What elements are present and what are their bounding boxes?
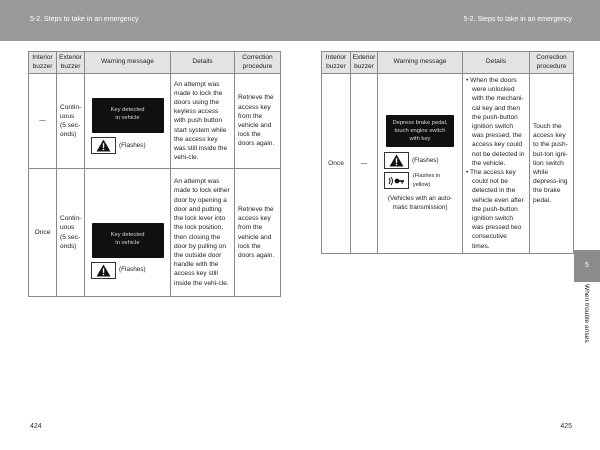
chapter-tab: 5 — [574, 250, 600, 282]
table-row — [322, 74, 574, 254]
header-title-left: 5-2. Steps to take in an emergency — [30, 16, 139, 23]
warning-message-cell — [85, 74, 171, 169]
header-title-right: 5-2. Steps to take in an emergency — [463, 16, 572, 23]
col-header-interior: Interior buzzer — [29, 52, 57, 74]
exterior-buzzer-cell: Contin- uous (5 sec- onds) — [57, 74, 85, 169]
transmission-note: (Vehicles with an auto- matic transmission) — [387, 195, 453, 211]
warning-triangle-icon — [91, 262, 116, 279]
warning-triangle-icon — [91, 137, 116, 154]
col-header-correction: Correction procedure — [235, 52, 281, 74]
col-header-correction: Correction procedure — [530, 52, 574, 74]
correction-cell: Touch the access key to the push-but-ton igni-tion switch while depress-ing the brake pedal. — [530, 74, 574, 254]
flash-yellow-label: (Flashes in yellow) — [412, 172, 441, 188]
flash-indicator — [384, 152, 459, 169]
display-panel: Key detected in vehicle — [92, 98, 164, 133]
key-flash-indicator — [384, 172, 459, 190]
flash-label: (Flashes) — [119, 266, 146, 274]
exterior-buzzer-cell: — — [351, 74, 378, 254]
col-header-message: Warning message — [378, 52, 463, 74]
flash-label: (Flashes) — [412, 156, 439, 164]
warning-message-cell — [85, 169, 171, 297]
col-header-message: Warning message — [85, 52, 171, 74]
interior-buzzer-cell: — — [29, 74, 57, 169]
details-bullet: • The access key could not be detected in the vehicle even after the push-button ignition switch was pressed two consecutive times. — [466, 169, 524, 250]
page-number-left: 424 — [30, 423, 42, 430]
details-cell: An attempt was made to lock the doors using the keyless access with push button start system while the access key was still inside the vehi-cle. — [171, 74, 235, 169]
flash-label: (Flashes) — [119, 141, 146, 149]
table-row — [29, 74, 281, 169]
warning-table-left — [28, 51, 281, 297]
interior-buzzer-cell: Once — [322, 74, 351, 254]
display-panel: Key detected in vehicle — [92, 223, 164, 258]
display-panel: Depress brake pedal, touch engine switch with key — [386, 115, 454, 147]
exterior-buzzer-cell: Contin- uous (5 sec- onds) — [57, 169, 85, 297]
key-indicator-icon — [384, 172, 409, 189]
table-row — [29, 169, 281, 297]
flash-indicator — [91, 262, 167, 279]
page-number-right: 425 — [560, 423, 572, 430]
col-header-details: Details — [463, 52, 530, 74]
warning-message-cell — [378, 74, 463, 254]
details-cell: An attempt was made to lock either door by opening a door and putting the lock lever into the lock position, then closing the door by pulling on the outside door handle with the access key still inside the vehi-cle. — [171, 169, 235, 297]
flash-indicator — [91, 137, 167, 154]
details-cell — [463, 74, 530, 254]
correction-cell: Retrieve the access key from the vehicle and lock the doors again. — [235, 169, 281, 297]
chapter-tab-label: When trouble arises — [583, 284, 590, 343]
table-header-row — [29, 52, 281, 74]
details-bullet: • When the doors were unlocked with the mechani-cal key and then the push-button ignition switch was pressed, the access key could not be detected in the vehicle. — [466, 77, 525, 167]
correction-cell: Retrieve the access key from the vehicle and lock the doors again. — [235, 74, 281, 169]
col-header-exterior: Exterior buzzer — [57, 52, 85, 74]
warning-triangle-icon — [384, 152, 409, 169]
col-header-details: Details — [171, 52, 235, 74]
col-header-exterior: Exterior buzzer — [351, 52, 378, 74]
warning-table-right — [321, 51, 574, 254]
interior-buzzer-cell: Once — [29, 169, 57, 297]
table-header-row — [322, 52, 574, 74]
col-header-interior: Interior buzzer — [322, 52, 351, 74]
